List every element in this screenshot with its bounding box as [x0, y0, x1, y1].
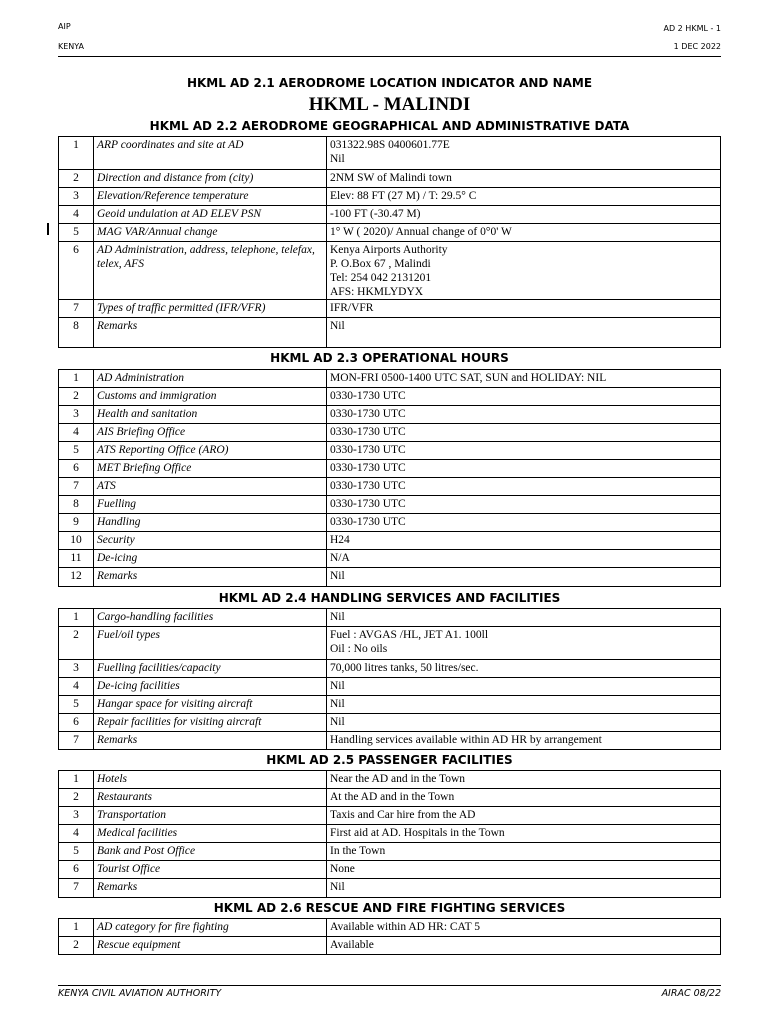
row-number: 5 [59, 696, 94, 714]
row-number: 1 [59, 609, 94, 627]
row-label: MET Briefing Office [94, 460, 327, 478]
header-rule [58, 56, 721, 57]
header-aip: AIP [58, 22, 71, 31]
table-row [59, 188, 721, 206]
table-row [59, 550, 721, 568]
row-label: AD Administration, address, telephone, telefax, telex, AFS [94, 242, 327, 300]
table-row [59, 660, 721, 678]
table-row [59, 170, 721, 188]
row-label: ARP coordinates and site at AD [94, 137, 327, 170]
row-value: Nil [327, 678, 721, 696]
row-value: Nil [327, 696, 721, 714]
row-label: Fuelling facilities/capacity [94, 660, 327, 678]
row-value: IFR/VFR [327, 300, 721, 318]
row-number: 8 [59, 496, 94, 514]
row-number: 12 [59, 568, 94, 587]
row-value: Kenya Airports Authority P. O.Box 67 , Malindi Tel: 254 042 2131201 AFS: HKMLYDYX [327, 242, 721, 300]
table-row [59, 318, 721, 348]
row-value: Nil [327, 568, 721, 587]
row-label: Elevation/Reference temperature [94, 188, 327, 206]
row-value: Available [327, 937, 721, 955]
row-value: In the Town [327, 843, 721, 861]
row-value: Taxis and Car hire from the AD [327, 807, 721, 825]
row-value: 0330-1730 UTC [327, 406, 721, 424]
row-number: 4 [59, 825, 94, 843]
row-value: Nil [327, 318, 721, 348]
row-label: Health and sanitation [94, 406, 327, 424]
row-value: 0330-1730 UTC [327, 496, 721, 514]
change-bar [47, 223, 49, 235]
row-label: Customs and immigration [94, 388, 327, 406]
footer-rule [58, 985, 721, 986]
header-date: 1 DEC 2022 [673, 42, 721, 51]
row-value: 0330-1730 UTC [327, 460, 721, 478]
table-ad-2-2 [58, 136, 721, 348]
table-row [59, 460, 721, 478]
table-ad-2-3 [58, 369, 721, 587]
table-row [59, 807, 721, 825]
row-number: 3 [59, 406, 94, 424]
row-label: Bank and Post Office [94, 843, 327, 861]
row-label: Remarks [94, 318, 327, 348]
row-number: 7 [59, 879, 94, 898]
footer-airac: AIRAC 08/22 [661, 988, 721, 999]
row-number: 5 [59, 843, 94, 861]
section-title-2-5: HKML AD 2.5 PASSENGER FACILITIES [266, 753, 513, 767]
row-value: 0330-1730 UTC [327, 514, 721, 532]
row-value: First aid at AD. Hospitals in the Town [327, 825, 721, 843]
row-label: ATS [94, 478, 327, 496]
row-label: Rescue equipment [94, 937, 327, 955]
row-label: De-icing [94, 550, 327, 568]
row-value: 70,000 litres tanks, 50 litres/sec. [327, 660, 721, 678]
row-label: ATS Reporting Office (ARO) [94, 442, 327, 460]
row-number: 6 [59, 460, 94, 478]
table-row [59, 627, 721, 660]
row-number: 1 [59, 919, 94, 937]
section-title-2-1: HKML AD 2.1 AERODROME LOCATION INDICATOR AND NAME [186, 76, 593, 90]
row-label: MAG VAR/Annual change [94, 224, 327, 242]
table-row [59, 242, 721, 300]
row-value: Elev: 88 FT (27 M) / T: 29.5° C [327, 188, 721, 206]
table-row [59, 388, 721, 406]
table-row [59, 424, 721, 442]
row-label: AIS Briefing Office [94, 424, 327, 442]
row-value: Nil [327, 879, 721, 898]
table-ad-2-4 [58, 608, 721, 750]
row-value: MON-FRI 0500-1400 UTC SAT, SUN and HOLIDAY: NIL [327, 370, 721, 388]
section-title-2-4: HKML AD 2.4 HANDLING SERVICES AND FACILITIES [218, 591, 561, 605]
row-label: Types of traffic permitted (IFR/VFR) [94, 300, 327, 318]
row-label: Medical facilities [94, 825, 327, 843]
row-value: 0330-1730 UTC [327, 478, 721, 496]
row-label: AD Administration [94, 370, 327, 388]
row-label: Direction and distance from (city) [94, 170, 327, 188]
row-label: Remarks [94, 568, 327, 587]
row-number: 4 [59, 206, 94, 224]
row-value: N/A [327, 550, 721, 568]
row-label: De-icing facilities [94, 678, 327, 696]
header-page-id: AD 2 HKML - 1 [663, 24, 721, 33]
row-label: Remarks [94, 879, 327, 898]
section-title-2-3: HKML AD 2.3 OPERATIONAL HOURS [270, 351, 509, 365]
table-row [59, 714, 721, 732]
row-number: 5 [59, 224, 94, 242]
row-value: Handling services available within AD HR by arrangement [327, 732, 721, 750]
row-label: Security [94, 532, 327, 550]
table-row [59, 843, 721, 861]
header-country: KENYA [58, 42, 85, 51]
row-label: Restaurants [94, 789, 327, 807]
table-row [59, 919, 721, 937]
row-number: 2 [59, 170, 94, 188]
section-title-2-2: HKML AD 2.2 AERODROME GEOGRAPHICAL AND ADMINISTRATIVE DATA [149, 119, 630, 133]
table-row [59, 568, 721, 587]
row-label: Transportation [94, 807, 327, 825]
row-number: 1 [59, 771, 94, 789]
row-label: Hangar space for visiting aircraft [94, 696, 327, 714]
row-label: Hotels [94, 771, 327, 789]
row-value: Near the AD and in the Town [327, 771, 721, 789]
table-row [59, 789, 721, 807]
row-number: 2 [59, 789, 94, 807]
row-label: Repair facilities for visiting aircraft [94, 714, 327, 732]
row-number: 2 [59, 388, 94, 406]
row-value: 0330-1730 UTC [327, 388, 721, 406]
row-number: 3 [59, 807, 94, 825]
footer-authority: KENYA CIVIL AVIATION AUTHORITY [58, 988, 222, 999]
row-value: H24 [327, 532, 721, 550]
row-label: Fuelling [94, 496, 327, 514]
row-value: Nil [327, 609, 721, 627]
row-value: Nil [327, 714, 721, 732]
row-label: Fuel/oil types [94, 627, 327, 660]
row-number: 7 [59, 478, 94, 496]
table-row [59, 514, 721, 532]
table-row [59, 678, 721, 696]
table-row [59, 370, 721, 388]
row-value: None [327, 861, 721, 879]
row-label: Geoid undulation at AD ELEV PSN [94, 206, 327, 224]
aerodrome-name: HKML - MALINDI [308, 94, 471, 115]
row-label: Remarks [94, 732, 327, 750]
row-value: 0330-1730 UTC [327, 442, 721, 460]
row-value: -100 FT (-30.47 M) [327, 206, 721, 224]
row-number: 1 [59, 370, 94, 388]
row-number: 6 [59, 861, 94, 879]
row-number: 8 [59, 318, 94, 348]
row-number: 1 [59, 137, 94, 170]
row-value: 0330-1730 UTC [327, 424, 721, 442]
table-row [59, 879, 721, 898]
row-number: 7 [59, 732, 94, 750]
table-row [59, 206, 721, 224]
table-row [59, 732, 721, 750]
table-row [59, 609, 721, 627]
row-label: AD category for fire fighting [94, 919, 327, 937]
section-title-2-6: HKML AD 2.6 RESCUE AND FIRE FIGHTING SERVICES [213, 901, 566, 915]
row-number: 2 [59, 627, 94, 660]
row-value: Fuel : AVGAS /HL, JET A1. 100ll Oil : No oils [327, 627, 721, 660]
row-value: 1° W ( 2020)/ Annual change of 0°0' W [327, 224, 721, 242]
table-row [59, 532, 721, 550]
table-row [59, 442, 721, 460]
table-row [59, 300, 721, 318]
row-number: 4 [59, 424, 94, 442]
table-row [59, 478, 721, 496]
row-label: Tourist Office [94, 861, 327, 879]
table-ad-2-6 [58, 918, 721, 955]
row-label: Handling [94, 514, 327, 532]
row-value: 2NM SW of Malindi town [327, 170, 721, 188]
row-number: 10 [59, 532, 94, 550]
row-number: 6 [59, 714, 94, 732]
table-row [59, 496, 721, 514]
row-label: Cargo-handling facilities [94, 609, 327, 627]
table-row [59, 937, 721, 955]
row-number: 5 [59, 442, 94, 460]
table-row [59, 771, 721, 789]
row-number: 9 [59, 514, 94, 532]
row-number: 2 [59, 937, 94, 955]
table-row [59, 137, 721, 170]
row-value: At the AD and in the Town [327, 789, 721, 807]
row-number: 7 [59, 300, 94, 318]
row-number: 4 [59, 678, 94, 696]
table-ad-2-5 [58, 770, 721, 898]
table-row [59, 825, 721, 843]
table-row [59, 696, 721, 714]
table-row [59, 406, 721, 424]
row-number: 3 [59, 188, 94, 206]
row-number: 6 [59, 242, 94, 300]
table-row [59, 861, 721, 879]
row-value: Available within AD HR: CAT 5 [327, 919, 721, 937]
row-number: 11 [59, 550, 94, 568]
row-value: 031322.98S 0400601.77E Nil [327, 137, 721, 170]
row-number: 3 [59, 660, 94, 678]
table-row [59, 224, 721, 242]
